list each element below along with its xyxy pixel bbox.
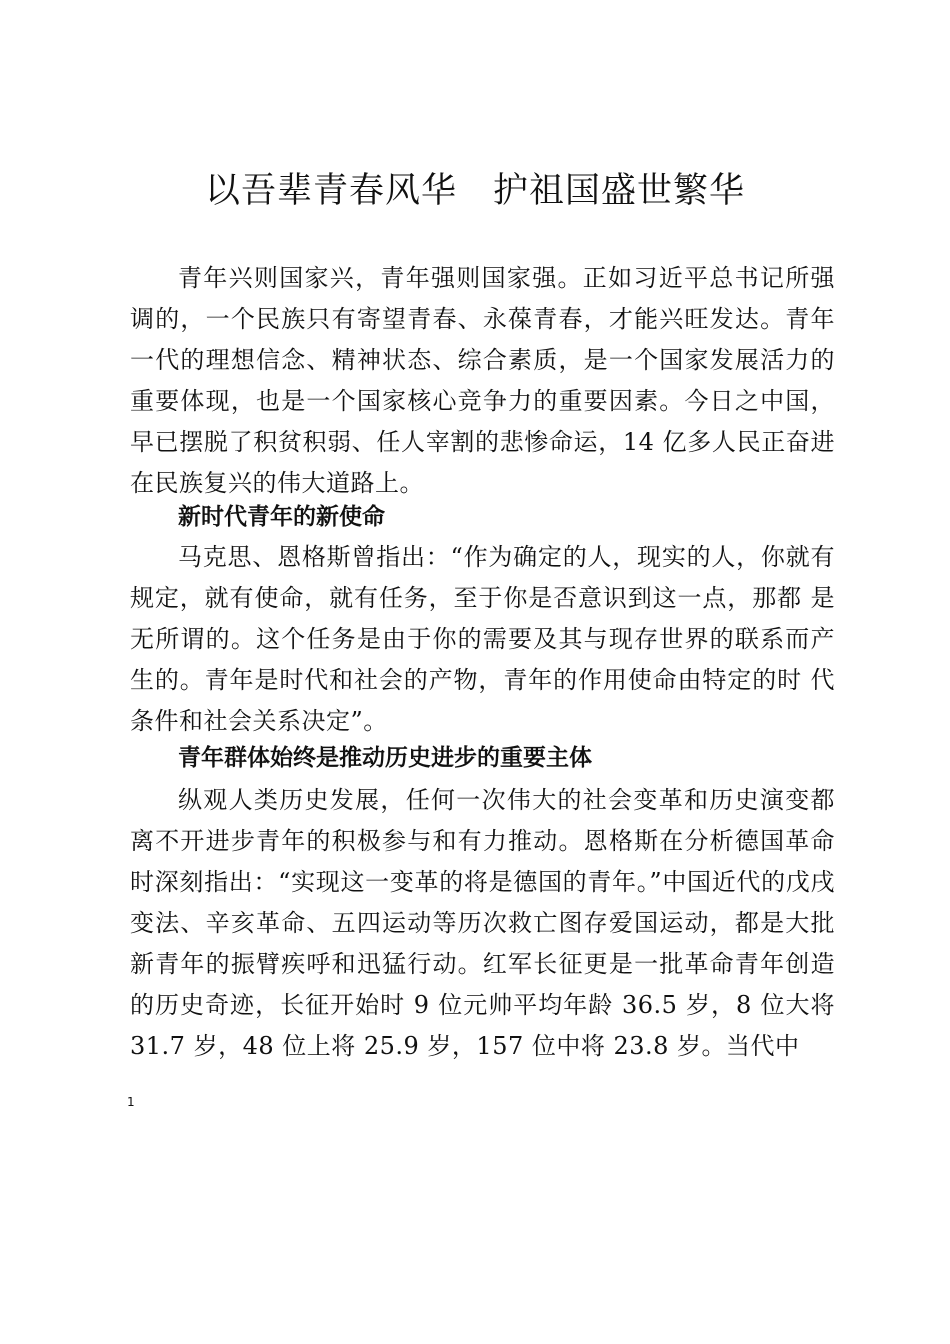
- paragraph-marx-engels: 马克思、恩格斯曾指出：“作为确定的人，现实的人，你就有规定，就有使命，就有任务，至于你是否意识到这一点，那都 是无所谓的。这个任务是由于你的需要及其与现存世界的联系而产生的。青年是时代和社会的产物，青年的作用使命由特定的时 代条件和社会关系决定”。: [130, 543, 835, 735]
- section-heading-new-mission: 新时代青年的新使命: [178, 504, 385, 530]
- paragraph-intro: 青年兴则国家兴，青年强则国家强。正如习近平总书记所强调的，一个民族只有寄望青春、永葆青春，才能兴旺发达。青年一代的理想信念、精神状态、综合素质，是一个国家发展活力的重要体现，也是一个国家核心竞争力的重要因素。今日之中国， 早已摆脱了积贫积弱、任人宰割的悲惨命运，14 亿多人民正奋进在民族复兴的伟大道路上。: [130, 264, 835, 497]
- paragraph-history: 纵观人类历史发展，任何一次伟大的社会变革和历史演变都离不开进步青年的积极参与和有力推动。恩格斯在分析德国革命时深刻指出：“实现这一变革的将是德国的青年。”中国近代的戊戌变法、辛亥革命、五四运动等历次救亡图存爱国运动，都是大批新青年的振臂疾呼和迅猛行动。红军长征更是一批革命青年创造的历史奇迹，长征开始时 9 位元帅平均年龄 36.5 岁，8 位大将 31.7 岁，48 位上将 25.9 岁，157 位中将 23.8 岁。当代中: [130, 786, 835, 1060]
- page-number: 1: [127, 1095, 135, 1109]
- document-title: 以吾辈青春风华 护祖国盛世繁华: [204, 171, 745, 211]
- section-heading-youth-subject: 青年群体始终是推动历史进步的重要主体: [178, 745, 592, 771]
